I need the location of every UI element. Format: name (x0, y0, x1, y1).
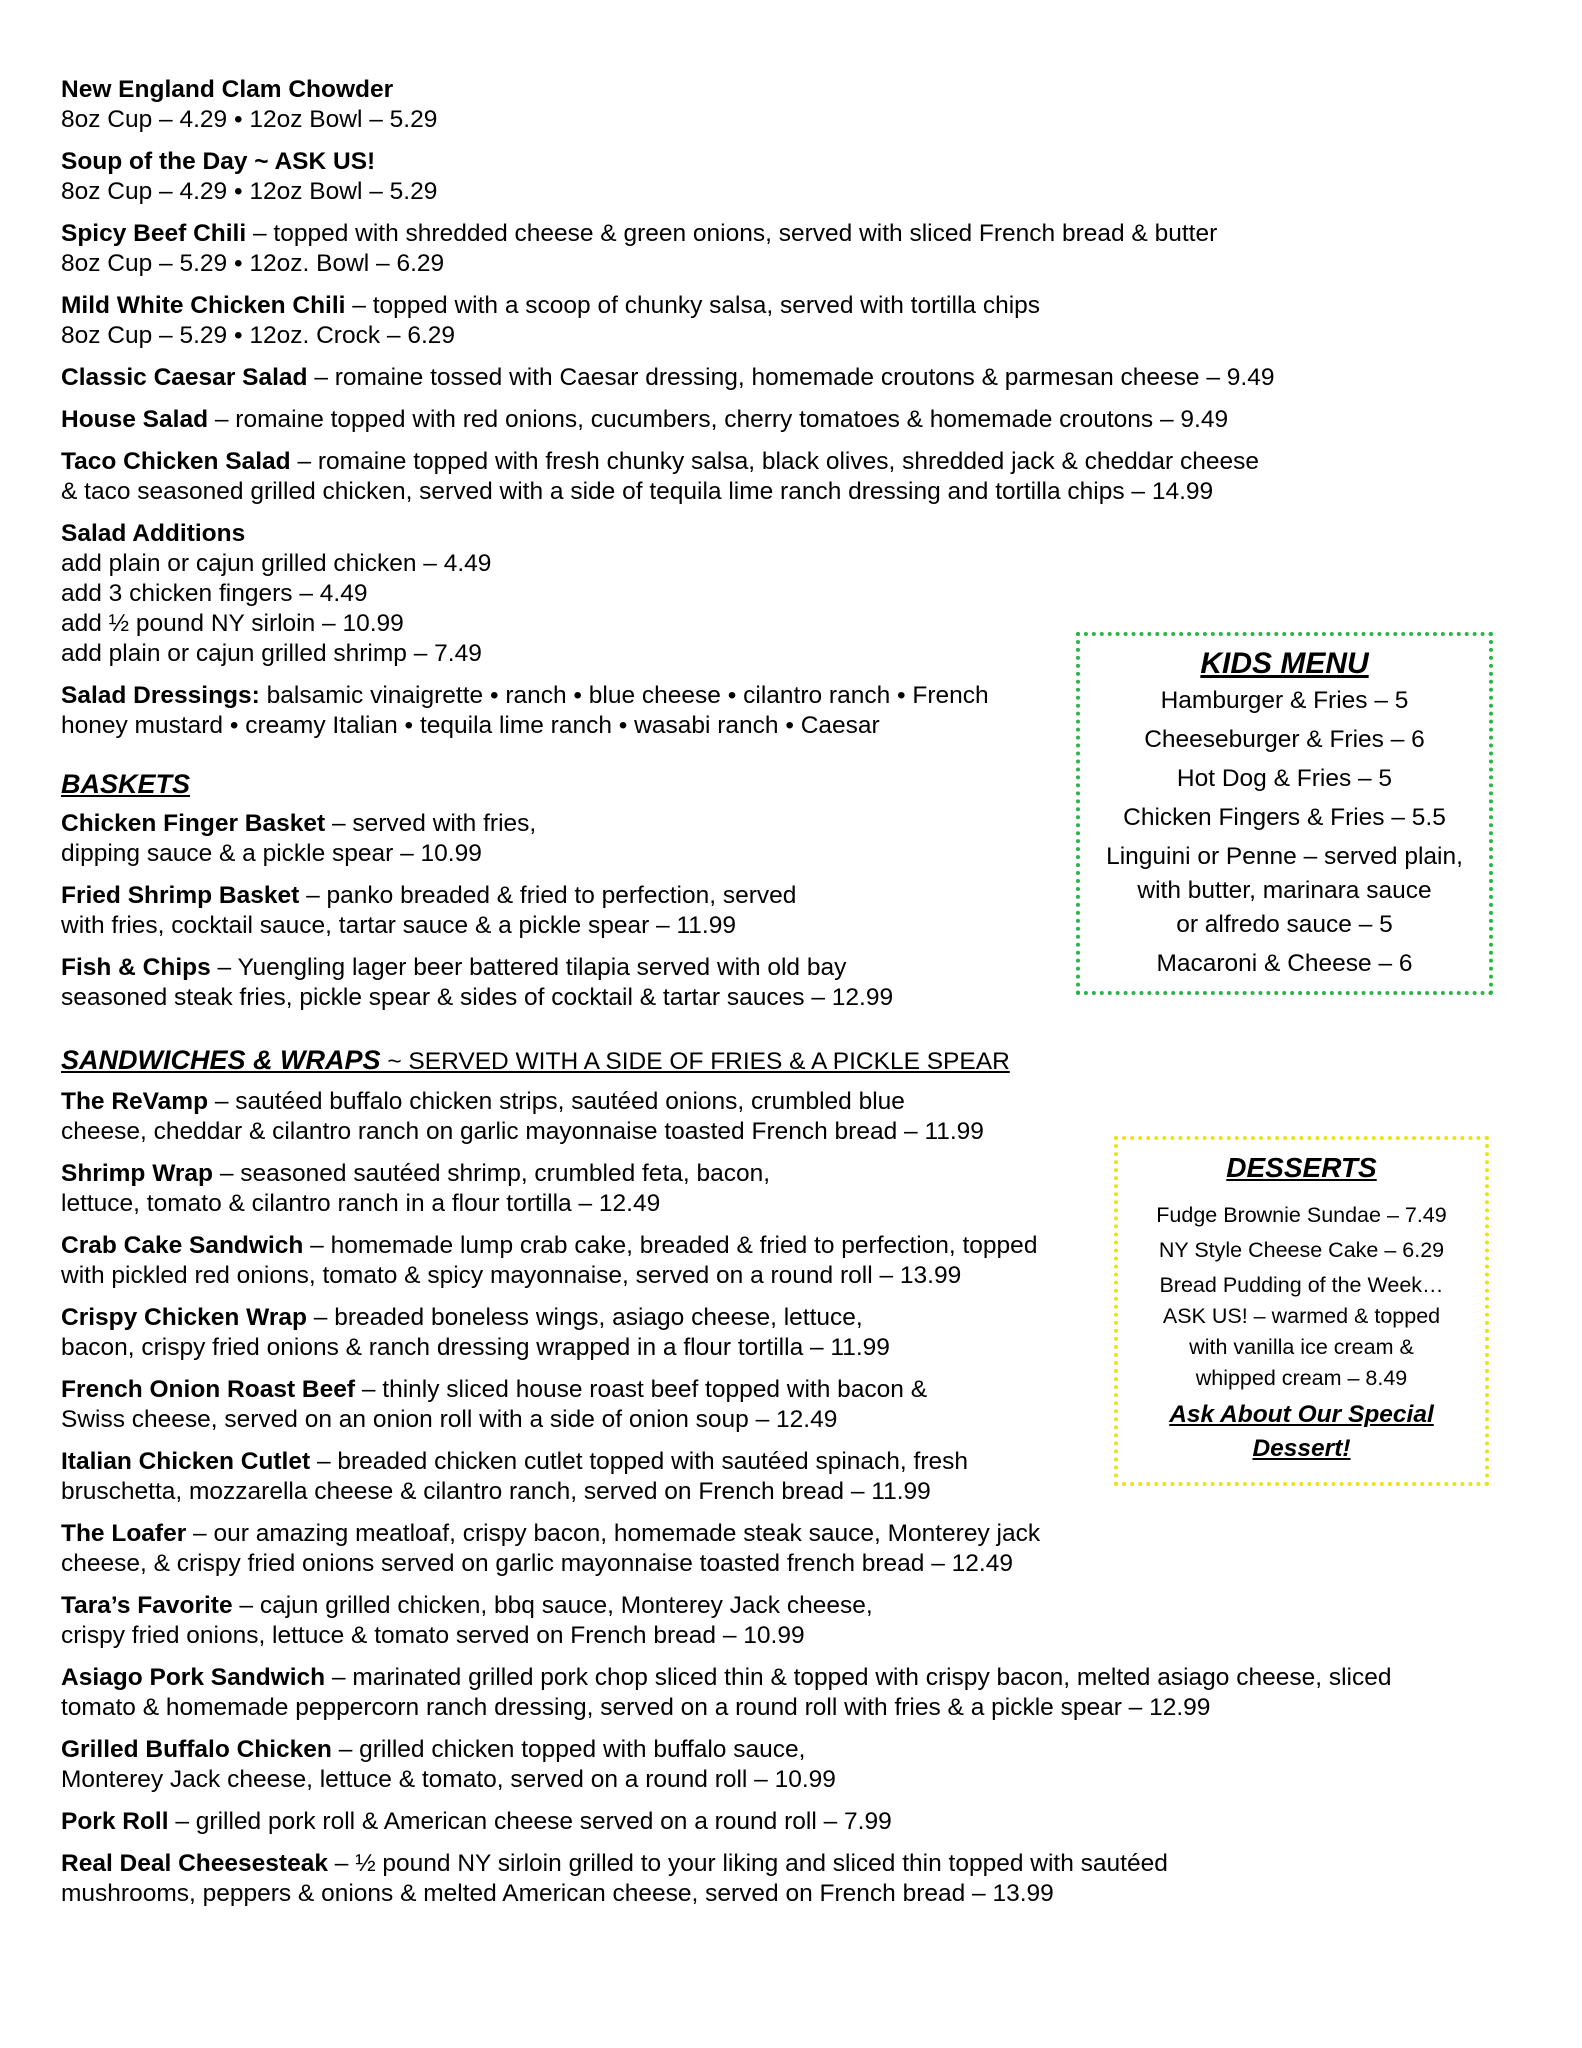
menu-item-name: Real Deal Cheesesteak (61, 1850, 328, 1877)
menu-item-desc: – our amazing meatloaf, crispy bacon, homemade steak sauce, Monterey jack (186, 1520, 1041, 1547)
menu-item-detail: Monterey Jack cheese, lettuce & tomato, served on a round roll – 10.99 (61, 1766, 836, 1793)
menu-item-line (61, 1087, 1501, 1117)
dessert-item-text: with vanilla ice cream & (1189, 1335, 1414, 1359)
menu-item-desc: – seasoned sautéed shrimp, crumbled feta, bacon, (213, 1160, 771, 1187)
menu-item-name: Mild White Chicken Chili (61, 292, 346, 319)
menu-item-detail: bruschetta, mozzarella cheese & cilantro ranch, served on French bread – 11.99 (61, 1478, 931, 1505)
dessert-special-note (1118, 1398, 1485, 1466)
menu-item-name: Chicken Finger Basket (61, 810, 326, 837)
dessert-special-text: Dessert! (1252, 1435, 1351, 1462)
menu-item-desc: – grilled chicken topped with buffalo sauce, (331, 1736, 806, 1763)
menu-item-name: Soup of the Day ~ ASK US! (61, 148, 376, 175)
menu-item-line (61, 1591, 1501, 1621)
kids-menu-item-text: Hamburger & Fries – 5 (1160, 687, 1409, 714)
kids-menu-item-text: or alfredo sauce – 5 (1176, 911, 1393, 938)
menu-item-name: Taco Chicken Salad (61, 448, 291, 475)
menu-item-name: The Loafer (61, 1520, 187, 1547)
menu-item (61, 291, 1501, 351)
menu-item-desc: – breaded chicken cutlet topped with sautéed spinach, fresh (310, 1448, 968, 1475)
menu-item-detail: lettuce, tomato & cilantro ranch in a flour tortilla – 12.49 (61, 1190, 661, 1217)
menu-item-detail: mushrooms, peppers & onions & melted American cheese, served on French bread – 13.99 (61, 1880, 1054, 1907)
menu-item-desc: – Yuengling lager beer battered tilapia served with old bay (210, 954, 847, 981)
dessert-item-text: ASK US! – warmed & topped (1162, 1304, 1441, 1328)
menu-item-line (61, 405, 1501, 435)
menu-item (61, 219, 1501, 279)
menu-item-detail: cheese, cheddar & cilantro ranch on garlic mayonnaise toasted French bread – 11.99 (61, 1118, 984, 1145)
menu-item-detail: cheese, & crispy fried onions served on garlic mayonnaise toasted french bread – 12.49 (61, 1550, 1013, 1577)
kids-menu-item-text: Macaroni & Cheese – 6 (1156, 950, 1413, 977)
dessert-item (1118, 1200, 1485, 1231)
menu-item-detail: honey mustard • creamy Italian • tequila lime ranch • wasabi ranch • Caesar (61, 712, 880, 739)
menu-item-name: Shrimp Wrap (61, 1160, 214, 1187)
kids-menu-item-text: with butter, marinara sauce (1137, 877, 1432, 904)
kids-menu-item (1080, 947, 1489, 981)
menu-item-line (61, 519, 1501, 549)
sandwiches-heading (61, 1043, 1501, 1079)
menu-item-desc: – romaine topped with fresh chunky salsa, black olives, shredded jack & cheddar cheese (290, 448, 1259, 475)
menu-item-desc: – topped with shredded cheese & green onions, served with sliced French bread & butter (246, 220, 1218, 247)
menu-item-desc: – ½ pound NY sirloin grilled to your liking and sliced thin topped with sautéed (327, 1850, 1168, 1877)
menu-item-name: French Onion Roast Beef (61, 1376, 356, 1403)
menu-item-detail: add plain or cajun grilled shrimp – 7.49 (61, 640, 482, 667)
menu-item-desc: – romaine topped with red onions, cucumbers, cherry tomatoes & homemade croutons – 9.49 (208, 406, 1229, 433)
menu-item-line (61, 1735, 1501, 1765)
menu-item (61, 405, 1501, 435)
main-column (61, 75, 1501, 1921)
sandwiches-subheading: ~ SERVED WITH A SIDE OF FRIES & A PICKLE SPEAR (380, 1048, 1010, 1075)
dessert-items (1118, 1200, 1485, 1394)
kids-menu-title: KIDS MENU (1200, 647, 1369, 680)
menu-item (61, 363, 1501, 393)
menu-item-desc: – sautéed buffalo chicken strips, sautéed onions, crumbled blue (208, 1088, 905, 1115)
menu-item-name: Fried Shrimp Basket (61, 882, 300, 909)
menu-item-detail: crispy fried onions, lettuce & tomato served on French bread – 10.99 (61, 1622, 805, 1649)
menu-item-name: New England Clam Chowder (61, 76, 394, 103)
menu-item-line (61, 1849, 1501, 1879)
menu-item (61, 1591, 1501, 1651)
menu-item-name: Grilled Buffalo Chicken (61, 1736, 332, 1763)
kids-menu-box (1076, 632, 1493, 995)
desserts-title: DESSERTS (1226, 1152, 1377, 1183)
menu-item (61, 75, 1501, 135)
menu-item-detail: bacon, crispy fried onions & ranch dressing wrapped in a flour tortilla – 11.99 (61, 1334, 890, 1361)
menu-item-desc: – thinly sliced house roast beef topped with bacon & (355, 1376, 928, 1403)
kids-menu-item (1080, 762, 1489, 796)
dessert-item-text: Bread Pudding of the Week… (1159, 1273, 1444, 1297)
menu-item-detail: dipping sauce & a pickle spear – 10.99 (61, 840, 482, 867)
menu-item-detail: tomato & homemade peppercorn ranch dressing, served on a round roll with fries & a pickle spear – 12.99 (61, 1694, 1211, 1721)
menu-item-detail: add plain or cajun grilled chicken – 4.49 (61, 550, 492, 577)
menu-item-line (61, 363, 1501, 393)
menu-item-desc: – marinated grilled pork chop sliced thin & topped with crispy bacon, melted asiago cheese, sliced (325, 1664, 1392, 1691)
kids-menu-item (1080, 723, 1489, 757)
baskets-heading-text: BASKETS (61, 769, 191, 799)
menu-item-name: Asiago Pork Sandwich (61, 1664, 326, 1691)
menu-item (61, 1735, 1501, 1795)
dessert-special-text: Ask About Our Special (1169, 1401, 1434, 1428)
menu-item-detail: & taco seasoned grilled chicken, served with a side of tequila lime ranch dressing and tortilla chips – 14.99 (61, 478, 1214, 505)
menu-item-name: Salad Additions (61, 520, 246, 547)
menu-item-name: Tara’s Favorite (61, 1592, 233, 1619)
menu-item-desc: – homemade lump crab cake, breaded & fried to perfection, topped (303, 1232, 1038, 1259)
menu-item-line (61, 1663, 1501, 1693)
menu-item (61, 1663, 1501, 1723)
menu-item-line (61, 147, 1501, 177)
menu-item-name: House Salad (61, 406, 209, 433)
kids-menu-items (1080, 684, 1489, 981)
menu-item-desc: – grilled pork roll & American cheese served on a round roll – 7.99 (168, 1808, 892, 1835)
dessert-item-text: whipped cream – 8.49 (1195, 1366, 1408, 1390)
menu-item-desc: balsamic vinaigrette • ranch • blue cheese • cilantro ranch • French (259, 682, 989, 709)
menu-item-detail: 8oz Cup – 4.29 • 12oz Bowl – 5.29 (61, 178, 438, 205)
kids-menu-item-text: Chicken Fingers & Fries – 5.5 (1123, 804, 1446, 831)
menu-item-detail: 8oz Cup – 5.29 • 12oz. Crock – 6.29 (61, 322, 456, 349)
menu-item-desc: – served with fries, (325, 810, 537, 837)
menu-item-name: Spicy Beef Chili (61, 220, 247, 247)
menu-item-detail: 8oz Cup – 4.29 • 12oz Bowl – 5.29 (61, 106, 438, 133)
menu-item-name: Salad Dressings: (61, 682, 260, 709)
sandwiches-heading-text: SANDWICHES & WRAPS (61, 1045, 381, 1075)
menu-item-detail: 8oz Cup – 5.29 • 12oz. Bowl – 6.29 (61, 250, 445, 277)
menu-item-detail: Swiss cheese, served on an onion roll with a side of onion soup – 12.49 (61, 1406, 838, 1433)
menu-item-desc: – romaine tossed with Caesar dressing, homemade croutons & parmesan cheese – 9.49 (307, 364, 1275, 391)
dessert-item-text: NY Style Cheese Cake – 6.29 (1158, 1238, 1445, 1262)
menu-item-line (61, 75, 1501, 105)
dessert-item-text: Fudge Brownie Sundae – 7.49 (1156, 1203, 1447, 1227)
kids-menu-item-text: Hot Dog & Fries – 5 (1176, 765, 1393, 792)
menu-item-line (61, 447, 1501, 477)
menu-item (61, 447, 1501, 507)
menu-item-desc: – topped with a scoop of chunky salsa, served with tortilla chips (345, 292, 1041, 319)
menu-item-detail: add ½ pound NY sirloin – 10.99 (61, 610, 404, 637)
kids-menu-item (1080, 801, 1489, 835)
menu-item-name: The ReVamp (61, 1088, 209, 1115)
menu-item-name: Pork Roll (61, 1808, 169, 1835)
desserts-box (1114, 1136, 1489, 1486)
menu-item-desc: – breaded boneless wings, asiago cheese, lettuce, (306, 1304, 863, 1331)
menu-item-line (61, 1807, 1501, 1837)
menu-item-line (61, 219, 1501, 249)
menu-item (61, 1807, 1501, 1837)
kids-menu-item-text: Cheeseburger & Fries – 6 (1144, 726, 1425, 753)
menu-item-detail: add 3 chicken fingers – 4.49 (61, 580, 368, 607)
menu-item (61, 1519, 1501, 1579)
dessert-item (1118, 1270, 1485, 1394)
dessert-item (1118, 1235, 1485, 1266)
menu-item-name: Classic Caesar Salad (61, 364, 308, 391)
kids-menu-item-text: Linguini or Penne – served plain, (1106, 843, 1463, 870)
menu-item (61, 1849, 1501, 1909)
menu-item-desc: – cajun grilled chicken, bbq sauce, Monterey Jack cheese, (232, 1592, 873, 1619)
kids-menu-item (1080, 840, 1489, 942)
menu-item-name: Italian Chicken Cutlet (61, 1448, 311, 1475)
menu-item-name: Fish & Chips (61, 954, 211, 981)
menu-item-detail: seasoned steak fries, pickle spear & sides of cocktail & tartar sauces – 12.99 (61, 984, 894, 1011)
menu-item-name: Crab Cake Sandwich (61, 1232, 304, 1259)
menu-item-detail: with pickled red onions, tomato & spicy mayonnaise, served on a round roll – 13.99 (61, 1262, 962, 1289)
menu-item-name: Crispy Chicken Wrap (61, 1304, 307, 1331)
menu-item-line (61, 291, 1501, 321)
menu-item-line (61, 1519, 1501, 1549)
menu-item (61, 147, 1501, 207)
menu-item-detail: with fries, cocktail sauce, tartar sauce & a pickle spear – 11.99 (61, 912, 736, 939)
kids-menu-item (1080, 684, 1489, 718)
menu-item-desc: – panko breaded & fried to perfection, served (299, 882, 797, 909)
